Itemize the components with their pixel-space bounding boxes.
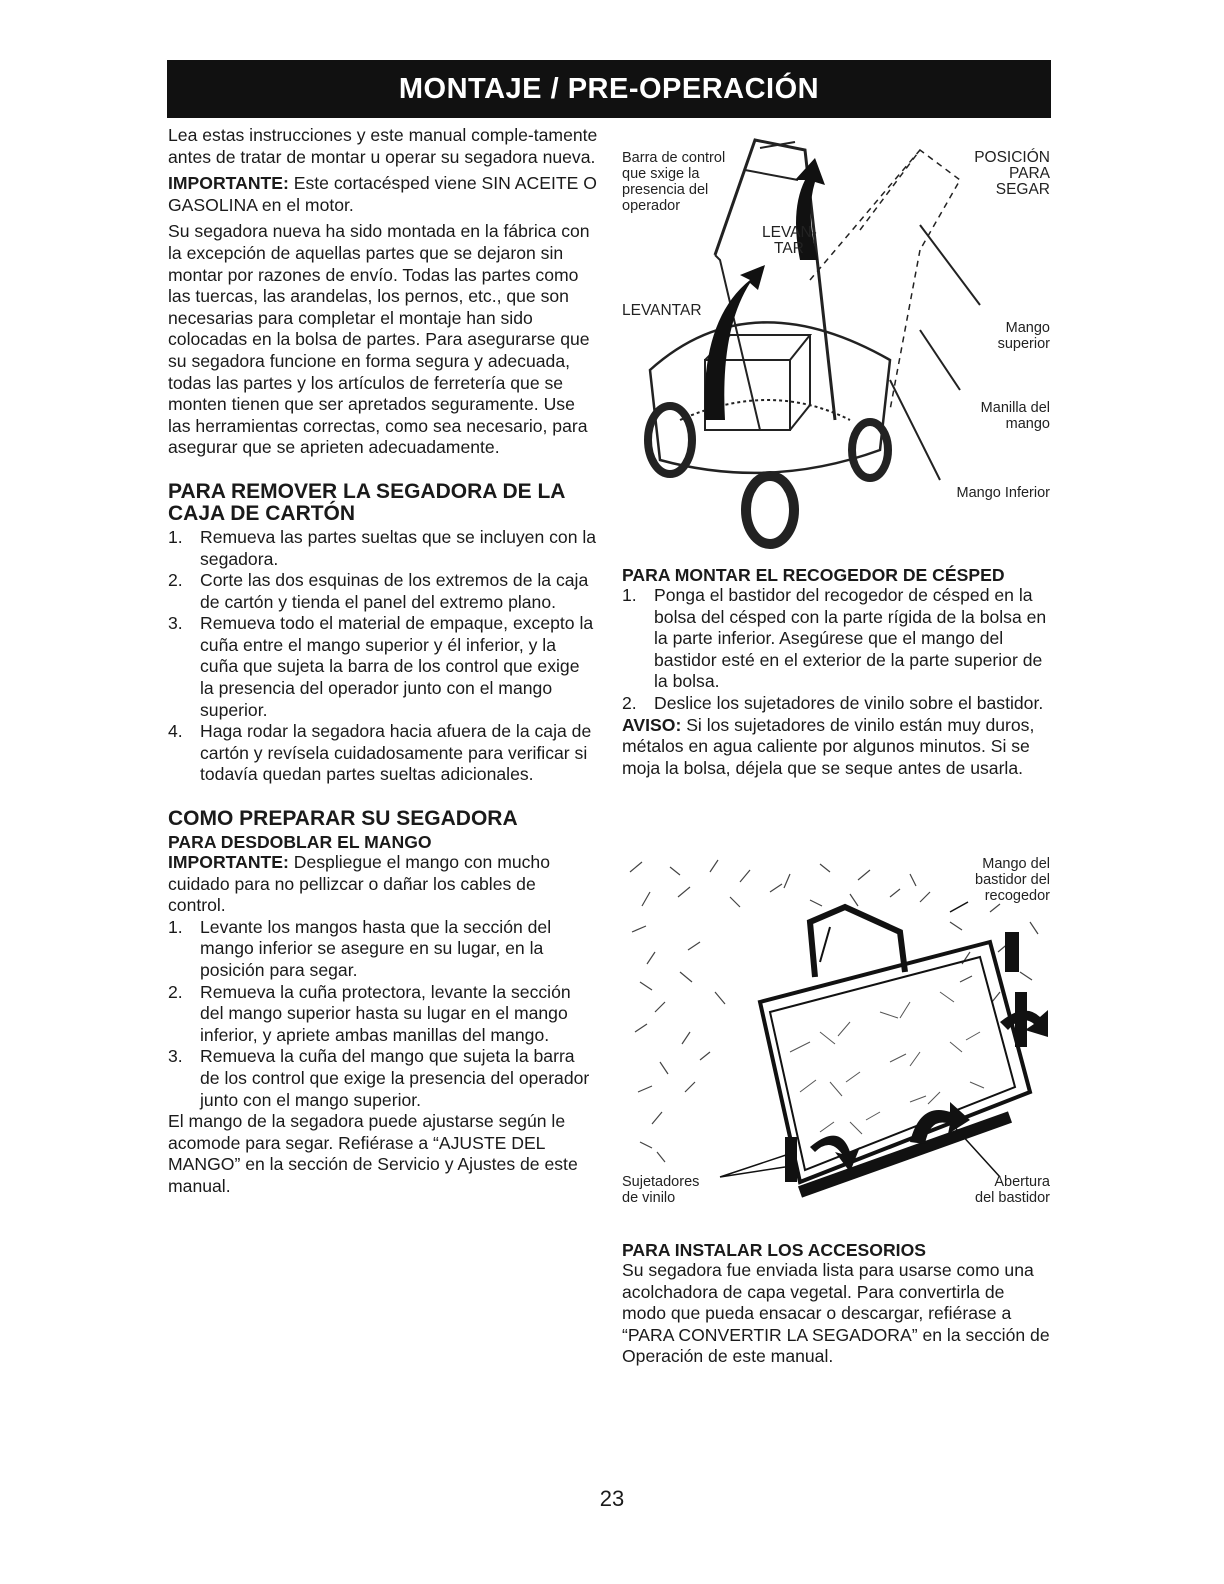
catcher-heading: PARA MONTAR EL RECOGEDOR DE CÉSPED <box>622 565 1005 585</box>
label-handle-knob: Manilla del mango <box>980 400 1050 432</box>
catcher-steps <box>622 585 1052 715</box>
prepare-important-note <box>168 852 598 917</box>
handle-adjust-note: El mango de la segadora puede ajustarse según le acomode para segar. Refiérase a “AJUSTE DEL MANGO” en la sección de Servicio y Ajustes de este manual. <box>168 1111 578 1196</box>
notice-text: Si los sujetadores de vinilo están muy duros, métalos en agua caliente por algunos minutos. Si se moja la bolsa, déjela que se seque antes de usarla. <box>622 714 1035 778</box>
intro-paragraph: Lea estas instrucciones y este manual comple-tamente antes de tratar de montar u operar su segadora nueva. <box>168 125 598 167</box>
list-item: 2. Corte las dos esquinas de los extremos de la caja de cartón y tienda el panel del extremo plano. <box>168 570 589 612</box>
list-item: 2. Remueva la cuña protectora, levante la sección del mango superior hasta su lugar en el mango inferior, y apriete ambas manillas del mango. <box>168 981 571 1045</box>
prepare-heading: COMO PREPARAR SU SEGADORA <box>168 807 518 831</box>
label-catcher-handle: Mango del bastidor del recogedor <box>975 856 1050 904</box>
label-lift-top: LEVAN- TAR <box>762 224 817 257</box>
unfold-handle-subheading: PARA DESDOBLAR EL MANGO <box>168 832 432 853</box>
mower-handle-figure <box>620 130 1052 550</box>
important-label: IMPORTANTE: <box>168 852 289 873</box>
accessories-section <box>622 1240 1052 1373</box>
prepare-steps <box>168 917 598 1111</box>
list-item: 3. Remueva todo el material de empaque, excepto la cuña entre el mango superior y él inferior, y la cuña que sujeta la barra de los control que exige la presencia del operador junto con el mango superior. <box>168 613 594 720</box>
list-item: 1. Ponga el bastidor del recogedor de césped en la bolsa del césped con la parte rígida de la bolsa en la parte inferior. Asegúrese que el mango del bastidor esté en el exterior de la parte superior de la bolsa. <box>622 585 1047 692</box>
list-item: 2. Deslice los sujetadores de vinilo sobre el bastidor. <box>622 692 1044 713</box>
list-item: 4. Haga rodar la segadora hacia afuera de la caja de cartón y revísela cuidadosamente para verificar si todavía quedan partes sueltas adicionales. <box>168 721 592 785</box>
important-label: IMPORTANTE: <box>168 173 289 194</box>
notice-paragraph <box>622 715 1052 780</box>
notice-label: AVISO: <box>622 714 682 735</box>
left-column <box>168 125 598 1203</box>
important-text: Despliegue el mango con mucho cuidado para no pellizcar o dañar los cables de control. <box>168 852 551 916</box>
page-number: 23 <box>599 1486 625 1511</box>
label-frame-opening: Abertura del bastidor <box>975 1174 1050 1206</box>
right-column <box>622 565 1052 784</box>
label-vinyl-clips: Sujetadores de vinilo <box>622 1174 700 1206</box>
remove-steps <box>168 527 598 786</box>
label-control-bar: Barra de control que sxige la presencia del operador <box>622 150 726 214</box>
assembly-paragraph: Su segadora nueva ha sido montada en la fábrica con la excepción de aquellas partes que se dejaron sin montar por razones de envío. Todas las partes como las tuercas, las arandelas, los pernos, etc., que son necesarias para completar el montaje han sido colocadas en la bolsa de partes. Para asegurarse que su segadora funcione en forma segura y adecuada, todas las partes y los artículos de ferretería que se monten tienen que ser apretados seguramente. Use las herramientas correctas, como sea necesario, para asegurar que se aprieten adecuadamente. <box>168 221 590 458</box>
grass-catcher-figure <box>620 852 1052 1232</box>
important-note <box>168 173 598 216</box>
list-item: 3. Remueva la cuña del mango que sujeta la barra de los control que exige la presencia del operador junto con el mango superior. <box>168 1046 590 1110</box>
list-item: 1. Levante los mangos hasta que la sección del mango inferior se asegure en su lugar, en la posición para segar. <box>168 916 552 980</box>
label-upper-handle: Mango superior <box>997 320 1050 352</box>
label-lift-left: LEVANTAR <box>622 302 702 319</box>
page-title: MONTAJE / PRE-OPERACIÓN <box>167 60 1051 118</box>
important-text: Este cortacésped viene SIN ACEITE O GASOLINA en el motor. <box>168 173 597 215</box>
accessories-heading: PARA INSTALAR LOS ACCESORIOS <box>622 1240 926 1260</box>
label-mowing-position: POSICIÓN PARA SEGAR <box>974 149 1050 198</box>
remove-heading: PARA REMOVER LA SEGADORA DE LA CAJA DE CARTÓN <box>168 479 565 525</box>
list-item: 1. Remueva las partes sueltas que se incluyen con la segadora. <box>168 526 597 569</box>
label-lower-handle: Mango Inferior <box>956 485 1050 501</box>
accessories-text: Su segadora fue enviada lista para usarse como una acolchadora de capa vegetal. Para convertirla de modo que pueda ensacar o descargar, refiérase a “PARA CONVERTIR LA SEGADORA” en la sección de Operación de este manual. <box>622 1260 1050 1367</box>
